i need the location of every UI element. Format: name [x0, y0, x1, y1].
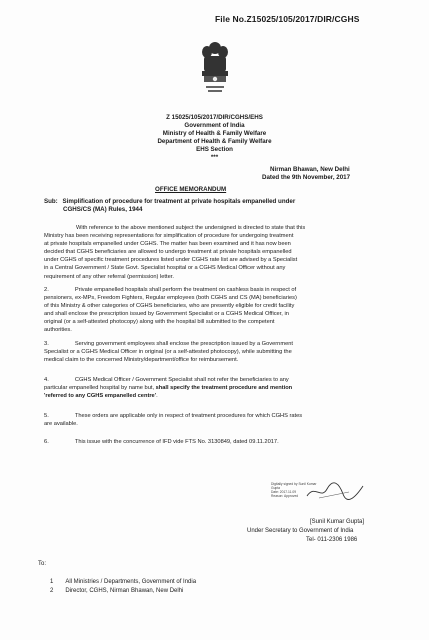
- place-line: Nirman Bhawan, New Delhi: [270, 166, 350, 173]
- paragraph-5: 5. These orders are applicable only in respect of treatment procedures for which CGHS rates are available.: [44, 413, 303, 428]
- memo-title: OFFICE MEMORANDUM: [155, 186, 227, 193]
- para-number: 5.: [44, 413, 49, 419]
- department-line: Department of Health & Family Welfare: [157, 138, 272, 145]
- subject-label: Sub:: [44, 198, 58, 205]
- paragraph-2: 2. Private empanelled hospitals shall perform the treatment on cashless basis in respect of pensioners, ex-MPs, Freedom Fighters, Regular employees (both CGHS and CS (MA) beneficiaries) of this Ministry & other categories of CGHS beneficiaries, who are presently eligible for credit facility and shall enclose the prescription issued by Government Specialist or a CGHS Medical Officer, in original (or a self-attested photocopy) along with the hospital bill submitted to the competent authorities.: [44, 287, 297, 334]
- signatory-name: [Sunil Kumar Gupta]: [310, 519, 365, 525]
- recipient-1: 1 All Ministries / Departments, Government of India: [50, 579, 197, 585]
- subject-line-1: Simplification of procedure for treatment at private hospitals empanelled under: [62, 198, 296, 205]
- subject-block: [44, 198, 420, 214]
- government-line: Government of India: [184, 122, 245, 129]
- recipient-2: 2 Director, CGHS, Nirman Bhawan, New Delhi: [50, 588, 184, 594]
- signatory-tel: Tel- 011-2306 1986: [306, 537, 358, 543]
- national-emblem-icon: [195, 40, 235, 100]
- section-line: EHS Section: [196, 146, 233, 153]
- date-line: Dated the 9th November, 2017: [262, 174, 351, 181]
- subject-line-2: CGHS/CS (MA) Rules, 1944: [63, 206, 143, 214]
- ref-number: Z 15025/105/2017/DIR/CGHS/EHS: [166, 114, 263, 121]
- paragraph-1: With reference to the above mentioned subject the undersigned is directed to state that this Ministry has been receiving representations for simplification of procedure for undergoing treatment at private hospitals empanelled under CGHS. The matter has been examined and it has now been decided that CGHS beneficiaries are allowed to undergo treatment at private hospitals empanelled under CGHS of specific treatment procedures listed under CGHS rate list are advised by a Specialist in a Central Government / State Govt. Specialist hospital or a CGHS Medical Officer without any requirement of any other referral (permission) letter.: [44, 225, 306, 280]
- stars-line: ***: [210, 154, 219, 161]
- signatory-designation: Under Secretary to Government of India: [247, 528, 354, 534]
- file-number: File No.Z15025/105/2017/DIR/CGHS: [215, 14, 360, 24]
- paragraph-6: 6. This issue with the concurrence of IFD vide FTS No. 3130849, dated 09.11.2017.: [44, 439, 279, 445]
- digital-signature-stamp: Digitally signed by Sunil Kumar Gupta Date: 2017.11.09 Reason: Approved: [271, 482, 317, 498]
- ministry-line: Ministry of Health & Family Welfare: [162, 130, 267, 137]
- para-number: 3.: [44, 341, 49, 347]
- para-number: 2.: [44, 287, 49, 293]
- para-number: 4.: [44, 377, 49, 383]
- paragraph-4: 4. CGHS Medical Officer / Government Specialist shall not refer the beneficiaries to any particular empanelled hospital by name but, shall specify the treatment procedure and mention 'referred to any CGHS empanelled centre'.: [44, 377, 293, 400]
- to-label: To:: [38, 561, 47, 567]
- paragraph-3: 3. Serving government employees shall enclose the prescription issued by a Government Specialist or a CGHS Medical Officer in original (or a self-attested photocopy), while submitting the medical claim to the concerned Ministry/department/office for reimbursement.: [44, 341, 293, 364]
- para-number: 6.: [44, 439, 49, 445]
